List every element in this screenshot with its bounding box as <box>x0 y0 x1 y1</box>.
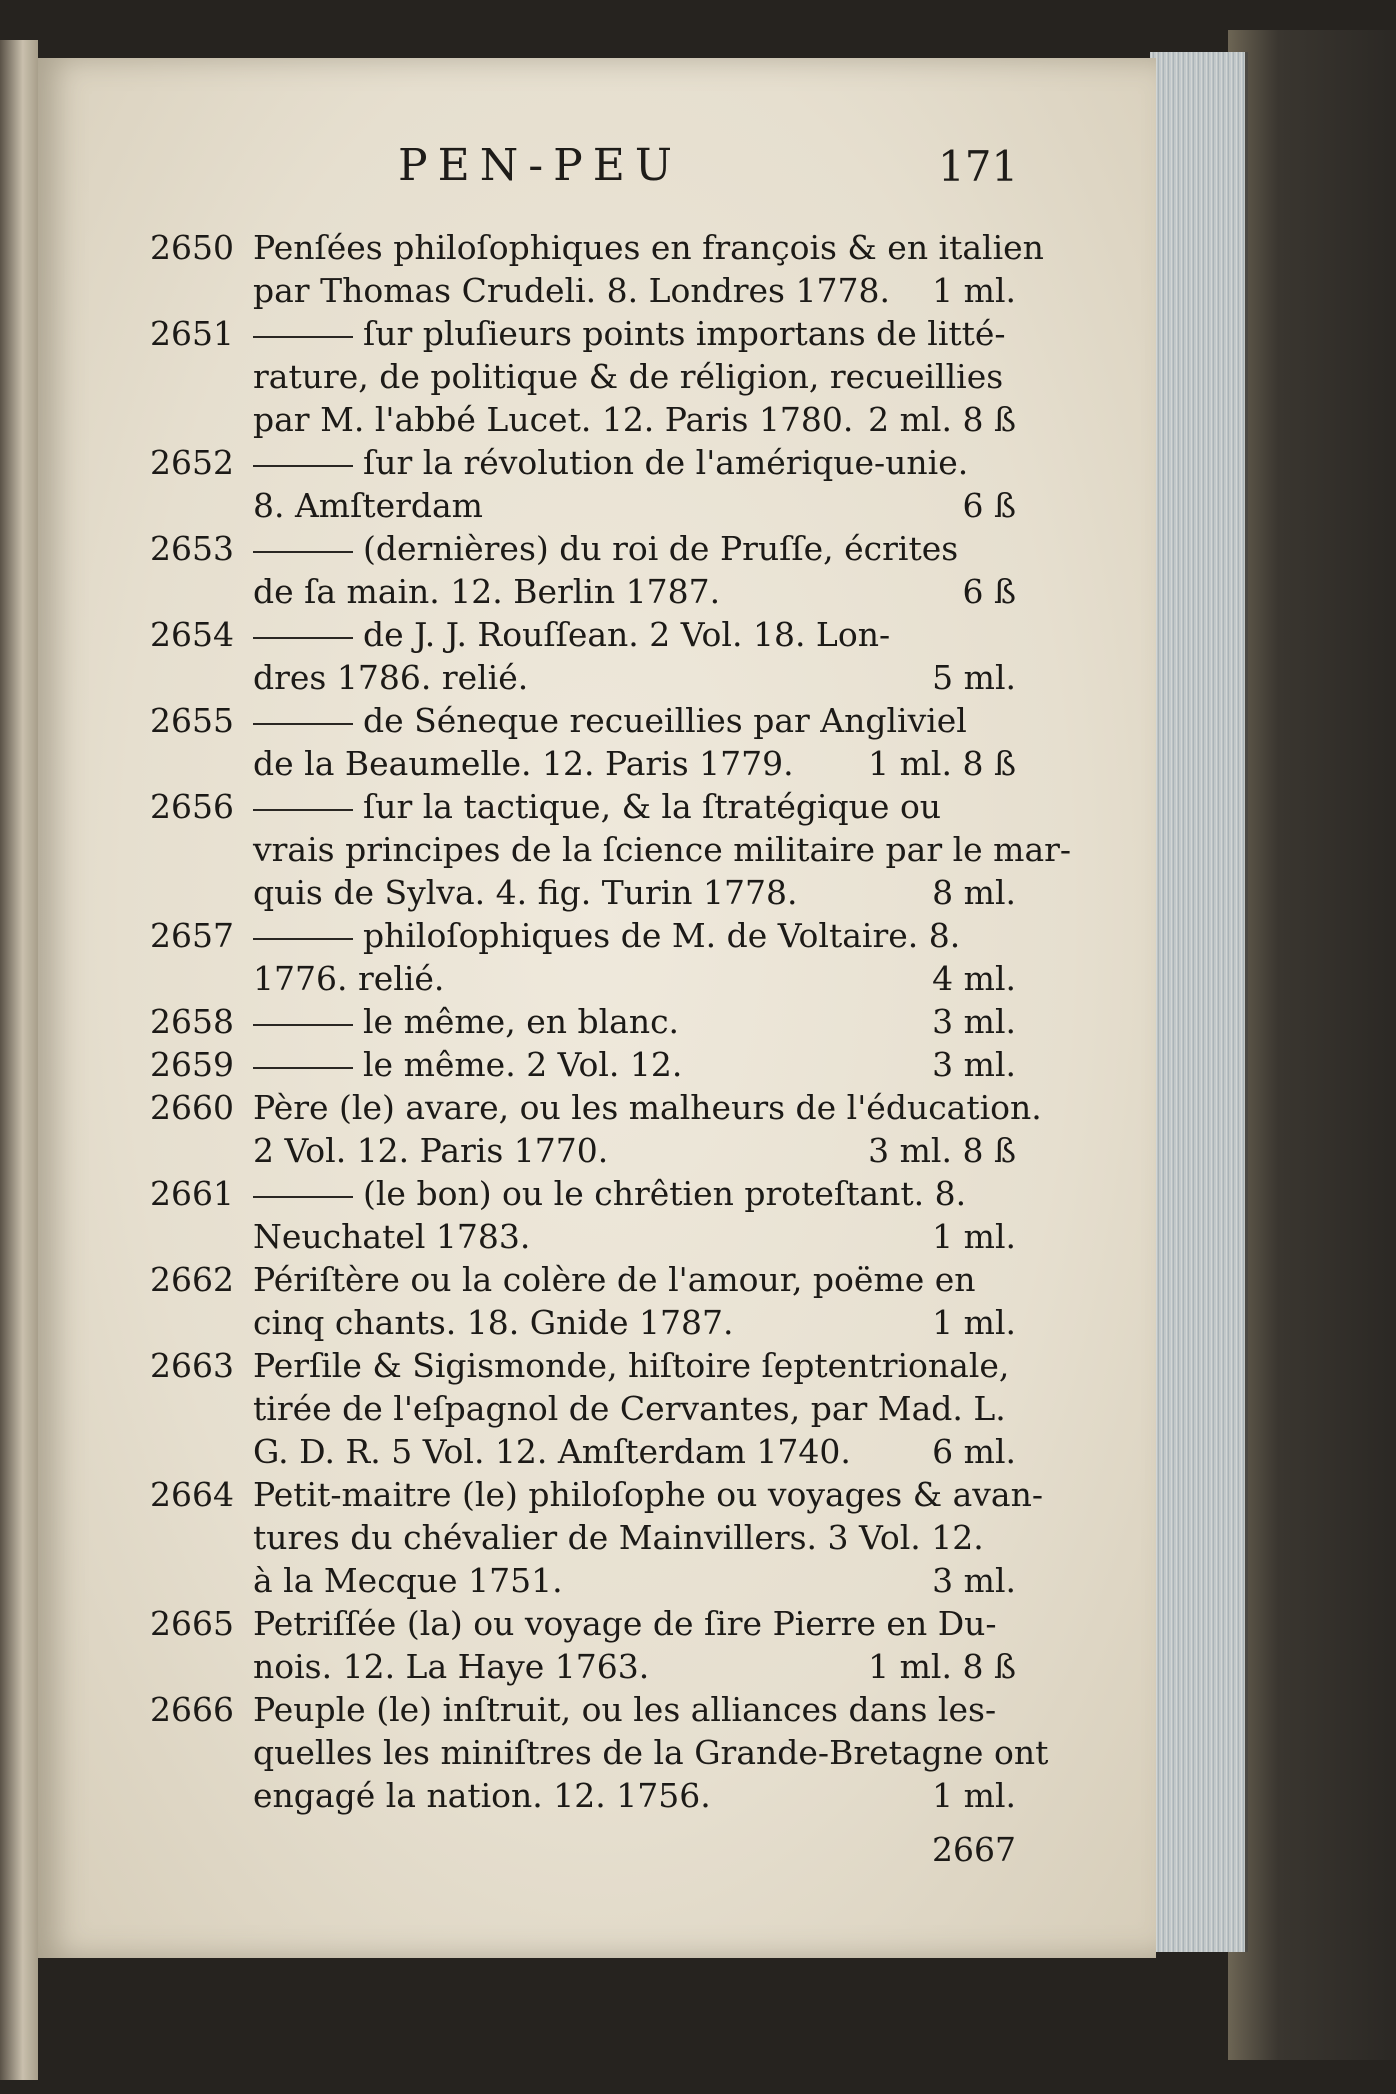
entry-line <box>38 1387 1156 1430</box>
entry-line <box>38 570 1156 613</box>
entry-text: Penſées philoſophiques en françois & en italien <box>253 228 1044 267</box>
entry-price: 5 ml. <box>932 658 1016 697</box>
entry-number: 2656 <box>150 787 234 826</box>
entry-text: de ſa main. 12. Berlin 1787. <box>253 572 721 611</box>
entry-text: de Séneque recueillies par Angliviel <box>363 701 967 740</box>
ditto-dash <box>253 465 353 467</box>
entry-number: 2658 <box>150 1002 234 1041</box>
entry-line <box>38 527 1156 570</box>
entry-text: 1776. relié. <box>253 959 445 998</box>
entry-line <box>38 699 1156 742</box>
entry-number: 2665 <box>150 1604 234 1643</box>
entry-line <box>38 1344 1156 1387</box>
entry-text: nois. 12. La Haye 1763. <box>253 1647 650 1686</box>
entry-line <box>38 613 1156 656</box>
entry-price: 1 ml. <box>932 1303 1016 1342</box>
entry-number: 2662 <box>150 1260 234 1299</box>
entry-line <box>38 828 1156 871</box>
entry-price: 3 ml. <box>932 1045 1016 1084</box>
entry-line <box>38 1258 1156 1301</box>
entry-line <box>38 871 1156 914</box>
entry-number: 2653 <box>150 529 234 568</box>
entry-text: (dernières) du roi de Pruſſe, écrites <box>363 529 959 568</box>
entry-line <box>38 914 1156 957</box>
entry-text: tirée de l'eſpagnol de Cervantes, par Mad. L. <box>253 1389 1006 1428</box>
entry-line <box>38 1688 1156 1731</box>
entry-text: quelles les miniſtres de la Grande-Bretagne ont <box>253 1733 1049 1772</box>
entry-line <box>38 398 1156 441</box>
entry-line <box>38 1000 1156 1043</box>
entry-number: 2655 <box>150 701 234 740</box>
entry-text: Peuple (le) inſtruit, ou les alliances dans les- <box>253 1690 997 1729</box>
entry-text: à la Mecque 1751. <box>253 1561 563 1600</box>
entry-number: 2657 <box>150 916 234 955</box>
entry-text: par M. l'abbé Lucet. 12. Paris 1780. <box>253 400 854 439</box>
entry-text: le même, en blanc. <box>363 1002 680 1041</box>
catchword: 2667 <box>932 1830 1016 1869</box>
entry-text: ſur la tactique, & la ſtratégique ou <box>363 787 942 826</box>
entry-line <box>38 355 1156 398</box>
entry-price: 8 ml. <box>932 873 1016 912</box>
entry-line <box>38 1043 1156 1086</box>
entry-number: 2652 <box>150 443 234 482</box>
entry-text: le même. 2 Vol. 12. <box>363 1045 683 1084</box>
entry-line <box>38 226 1156 269</box>
entry-text: (le bon) ou le chrêtien proteſtant. 8. <box>363 1174 967 1213</box>
entry-line <box>38 269 1156 312</box>
entry-price: 1 ml. <box>932 271 1016 310</box>
entry-line <box>38 1301 1156 1344</box>
entry-price: 3 ml. <box>932 1002 1016 1041</box>
entry-line <box>38 1215 1156 1258</box>
entry-line <box>38 1172 1156 1215</box>
entry-line <box>38 785 1156 828</box>
entry-text: Petit-maitre (le) philoſophe ou voyages & avan- <box>253 1475 1043 1514</box>
entry-text: par Thomas Crudeli. 8. Londres 1778. <box>253 271 890 310</box>
entry-price: 1 ml. <box>932 1776 1016 1815</box>
entry-line <box>38 957 1156 1000</box>
ditto-dash <box>253 1067 353 1069</box>
page-number: 171 <box>938 142 1019 191</box>
entry-price: 6 ß <box>962 486 1016 525</box>
entry-line <box>38 1086 1156 1129</box>
entry-line <box>38 1645 1156 1688</box>
entry-number: 2663 <box>150 1346 234 1385</box>
ditto-dash <box>253 809 353 811</box>
entry-number: 2659 <box>150 1045 234 1084</box>
entry-line <box>38 1774 1156 1817</box>
entry-line <box>38 742 1156 785</box>
catalogue-entries <box>38 226 1156 1817</box>
entry-line <box>38 1129 1156 1172</box>
entry-line <box>38 1731 1156 1774</box>
ditto-dash <box>253 1024 353 1026</box>
entry-number: 2666 <box>150 1690 234 1729</box>
entry-price: 3 ml. <box>932 1561 1016 1600</box>
book-cover-edge <box>1228 30 1396 2060</box>
entry-number: 2661 <box>150 1174 234 1213</box>
entry-line <box>38 1430 1156 1473</box>
ditto-dash <box>253 336 353 338</box>
entry-line <box>38 1602 1156 1645</box>
ditto-dash <box>253 1196 353 1198</box>
entry-number: 2654 <box>150 615 234 654</box>
page-stack-edges <box>1150 52 1248 1952</box>
entry-price: 1 ml. 8 ß <box>868 744 1016 783</box>
entry-text: engagé la nation. 12. 1756. <box>253 1776 711 1815</box>
entry-price: 6 ml. <box>932 1432 1016 1471</box>
entry-line <box>38 1473 1156 1516</box>
entry-text: ſur pluſieurs points importans de litté- <box>363 314 1006 353</box>
entry-number: 2650 <box>150 228 234 267</box>
entry-text: Neuchatel 1783. <box>253 1217 531 1256</box>
entry-price: 1 ml. <box>932 1217 1016 1256</box>
entry-line <box>38 484 1156 527</box>
entry-line <box>38 441 1156 484</box>
page-content <box>38 58 1156 1958</box>
entry-number: 2664 <box>150 1475 234 1514</box>
entry-text: cinq chants. 18. Gnide 1787. <box>253 1303 734 1342</box>
entry-text: 2 Vol. 12. Paris 1770. <box>253 1131 609 1170</box>
book-page <box>38 58 1156 1958</box>
entry-text: Périſtère ou la colère de l'amour, poëme en <box>253 1260 976 1299</box>
entry-number: 2660 <box>150 1088 234 1127</box>
entry-text: dres 1786. relié. <box>253 658 529 697</box>
entry-text: Père (le) avare, ou les malheurs de l'éducation. <box>253 1088 1042 1127</box>
entry-text: tures du chévalier de Mainvillers. 3 Vol. 12. <box>253 1518 984 1557</box>
entry-text: 8. Amſterdam <box>253 486 483 525</box>
left-page-edge <box>0 40 38 2080</box>
entry-text: vrais principes de la ſcience militaire par le mar- <box>253 830 1072 869</box>
ditto-dash <box>253 723 353 725</box>
running-head: PEN-PEU <box>398 140 682 191</box>
entry-price: 6 ß <box>962 572 1016 611</box>
ditto-dash <box>253 938 353 940</box>
entry-number: 2651 <box>150 314 234 353</box>
entry-text: quis de Sylva. 4. fig. Turin 1778. <box>253 873 798 912</box>
ditto-dash <box>253 551 353 553</box>
entry-text: rature, de politique & de réligion, recueillies <box>253 357 1004 396</box>
entry-text: Perſile & Sigismonde, hiſtoire ſeptentrionale, <box>253 1346 1010 1385</box>
entry-price: 1 ml. 8 ß <box>868 1647 1016 1686</box>
entry-text: ſur la révolution de l'amérique-unie. <box>363 443 969 482</box>
entry-text: de la Beaumelle. 12. Paris 1779. <box>253 744 794 783</box>
entry-line <box>38 1559 1156 1602</box>
ditto-dash <box>253 637 353 639</box>
entry-line <box>38 656 1156 699</box>
entry-text: Petriſſée (la) ou voyage de ſire Pierre en Du- <box>253 1604 997 1643</box>
entry-price: 2 ml. 8 ß <box>868 400 1016 439</box>
entry-price: 3 ml. 8 ß <box>868 1131 1016 1170</box>
entry-price: 4 ml. <box>932 959 1016 998</box>
entry-line <box>38 1516 1156 1559</box>
entry-text: philoſophiques de M. de Voltaire. 8. <box>363 916 961 955</box>
entry-text: de J. J. Rouſſean. 2 Vol. 18. Lon- <box>363 615 891 654</box>
entry-text: G. D. R. 5 Vol. 12. Amſterdam 1740. <box>253 1432 851 1471</box>
entry-line <box>38 312 1156 355</box>
